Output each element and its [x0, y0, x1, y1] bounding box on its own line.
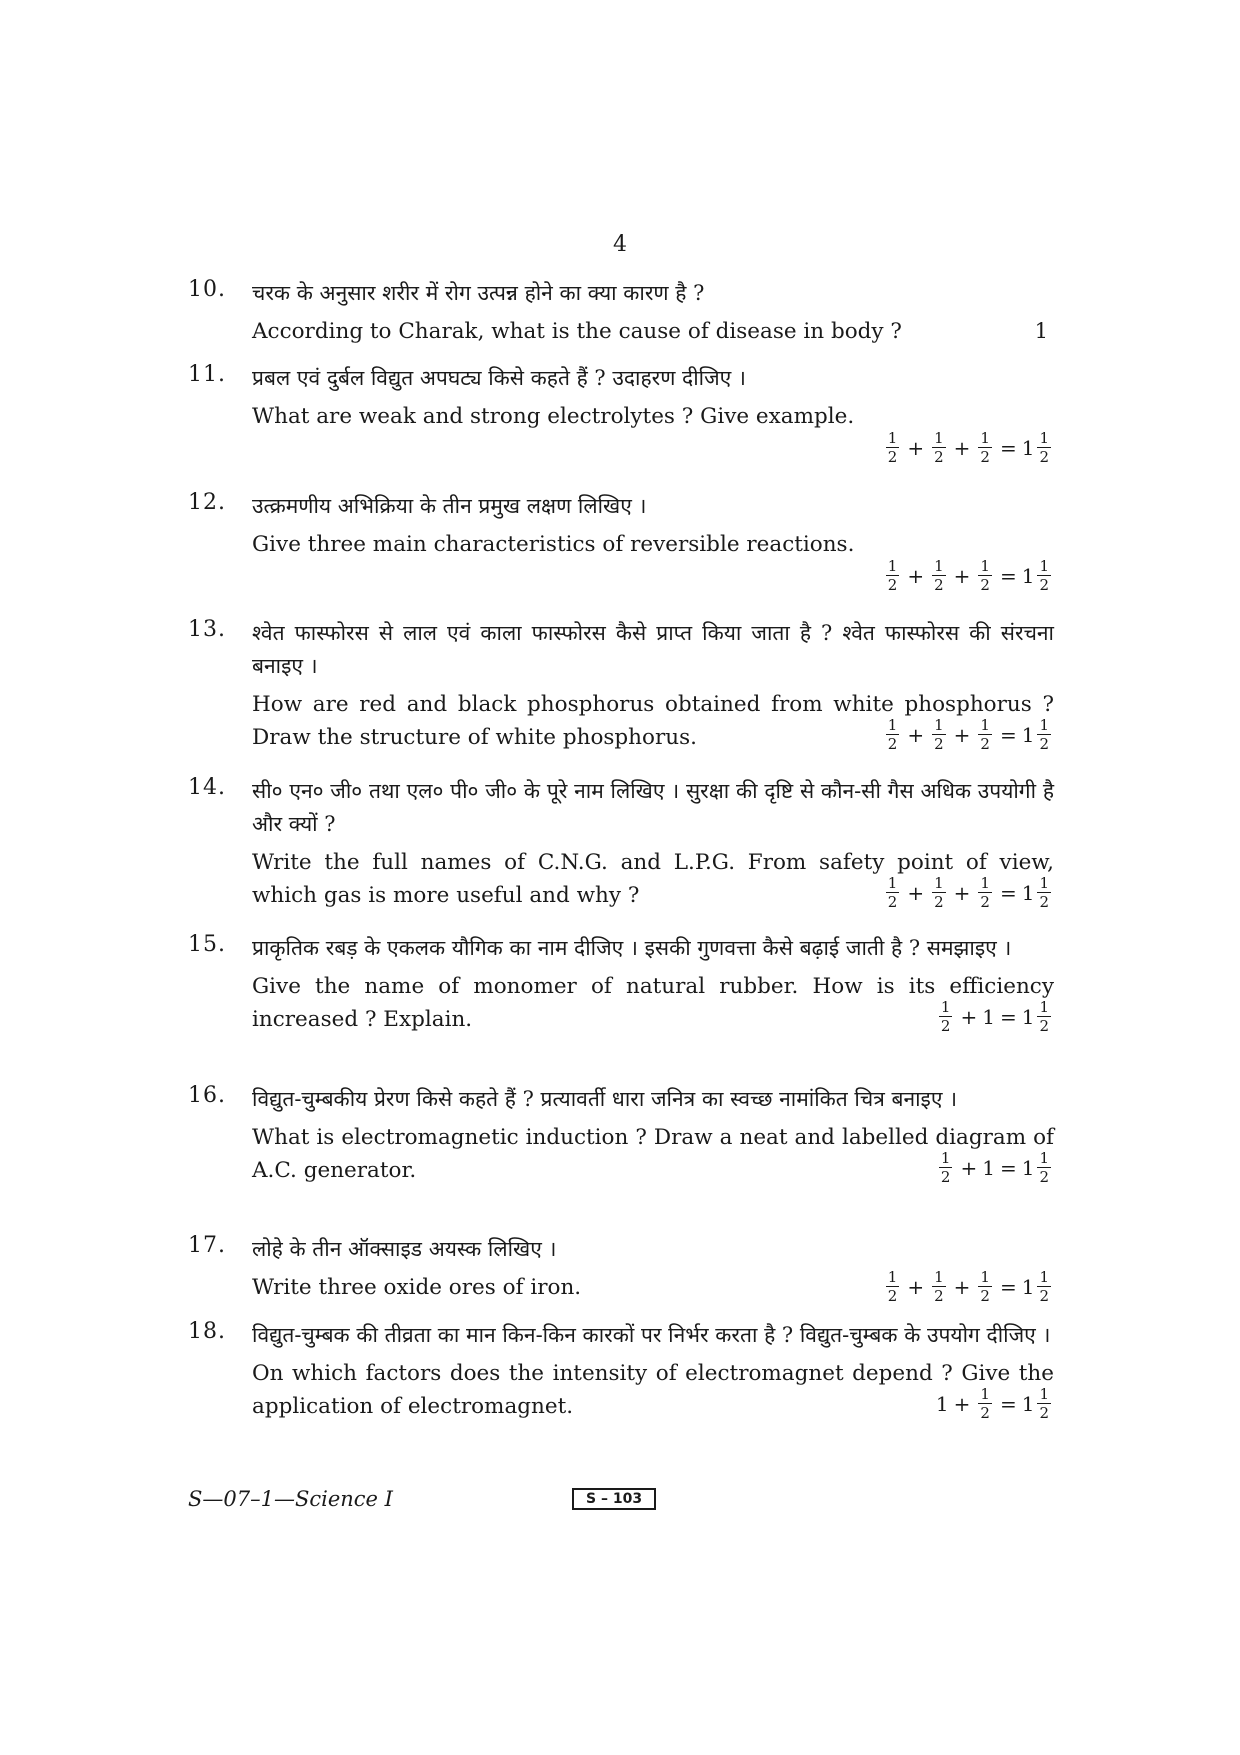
- marks: $\frac{1}{2}$ + $\frac{1}{2}$ + $\frac{1}{2}$ = 1 $\frac{1}{2}$: [887, 1268, 1049, 1305]
- series-code-box: S – 103: [572, 1488, 656, 1510]
- question-hindi: उत्क्रमणीय अभिक्रिया के तीन प्रमुख लक्षण लिखिए ।: [252, 494, 647, 518]
- marks: $\frac{1}{2}$ + $\frac{1}{2}$ + $\frac{1}{2}$ = 1 $\frac{1}{2}$: [887, 716, 1049, 753]
- question-hindi: विद्युत-चुम्बक की तीव्रता का मान किन-किन कारकों पर निर्भर करता है ? विद्युत-चुम्बक के उपयोग दीजिए ।: [252, 1323, 1051, 1347]
- marks: $\frac{1}{2}$ + 1 = 1 $\frac{1}{2}$: [940, 998, 1049, 1035]
- question-16: [188, 1083, 1054, 1185]
- paper-code: S—07–1—Science I: [188, 1487, 393, 1511]
- question-hindi: विद्युत-चुम्बकीय प्रेरण किसे कहते हैं ? प्रत्यावर्ती धारा जनित्र का स्वच्छ नामांकित चित्र बनाइए ।: [252, 1087, 958, 1111]
- marks: $\frac{1}{2}$ + $\frac{1}{2}$ + $\frac{1}{2}$ = 1 $\frac{1}{2}$: [887, 557, 1049, 594]
- question-15: [188, 932, 1054, 1034]
- question-18: [188, 1319, 1054, 1421]
- question-11: [188, 362, 1054, 465]
- marks: 1: [1034, 319, 1048, 343]
- question-number: 15.: [188, 932, 226, 957]
- question-13: [188, 617, 1054, 752]
- question-english: What is electromagnetic induction ? Draw a neat and labelled diagram of A.C. generator.: [252, 1125, 1054, 1183]
- question-english: What are weak and strong electrolytes ? Give example.: [252, 404, 855, 429]
- question-17: [188, 1233, 1054, 1304]
- question-hindi: सी० एन० जी० तथा एल० पी० जी० के पूरे नाम लिखिए । सुरक्षा की दृष्टि से कौन-सी गैस अधिक उपयोगी है और क्यों ?: [252, 779, 1054, 836]
- question-12: [188, 490, 1054, 593]
- marks: $\frac{1}{2}$ + $\frac{1}{2}$ + $\frac{1}{2}$ = 1 $\frac{1}{2}$: [887, 429, 1049, 466]
- question-hindi: श्वेत फास्फोरस से लाल एवं काला फास्फोरस कैसे प्राप्त किया जाता है ? श्वेत फास्फोरस की संरचना बनाइए ।: [252, 621, 1054, 678]
- question-hindi: प्रबल एवं दुर्बल विद्युत अपघट्य किसे कहते हैं ? उदाहरण दीजिए ।: [252, 366, 746, 390]
- question-english: According to Charak, what is the cause of disease in body ?: [252, 319, 902, 344]
- page-number: 4: [613, 232, 627, 257]
- question-hindi: लोहे के तीन ऑक्साइड अयस्क लिखिए ।: [252, 1237, 557, 1261]
- question-number: 16.: [188, 1083, 226, 1108]
- question-10: [188, 277, 1054, 348]
- question-english: On which factors does the intensity of electromagnet depend ? Give the application of electromagnet.: [252, 1361, 1054, 1419]
- question-number: 11.: [188, 362, 226, 387]
- question-number: 14.: [188, 775, 226, 800]
- question-english: Give the name of monomer of natural rubber. How is its efficiency increased ? Explain.: [252, 974, 1054, 1032]
- question-english: Write three oxide ores of iron.: [252, 1275, 582, 1300]
- question-english: Give three main characteristics of reversible reactions.: [252, 532, 855, 557]
- marks: 1 + $\frac{1}{2}$ = 1 $\frac{1}{2}$: [935, 1385, 1049, 1422]
- question-number: 10.: [188, 277, 226, 302]
- marks: $\frac{1}{2}$ + 1 = 1 $\frac{1}{2}$: [940, 1149, 1049, 1186]
- question-14: [188, 775, 1054, 910]
- question-number: 12.: [188, 490, 226, 515]
- marks: $\frac{1}{2}$ + $\frac{1}{2}$ + $\frac{1}{2}$ = 1 $\frac{1}{2}$: [887, 874, 1049, 911]
- question-english: Write the full names of C.N.G. and L.P.G. From safety point of view, which gas is more useful and why ?: [252, 850, 1054, 908]
- question-number: 13.: [188, 617, 226, 642]
- question-hindi: प्राकृतिक रबड़ के एकलक यौगिक का नाम दीजिए । इसकी गुणवत्ता कैसे बढ़ाई जाती है ? समझाइए ।: [252, 936, 1012, 960]
- question-english: [252, 688, 1054, 754]
- question-number: 18.: [188, 1319, 226, 1344]
- question-hindi: चरक के अनुसार शरीर में रोग उत्पन्न होने का क्या कारण है ?: [252, 281, 705, 305]
- question-english-text: How are red and black phosphorus obtained from white phosphorus ? Draw the structure of white phosphorus.: [252, 692, 1054, 750]
- question-number: 17.: [188, 1233, 226, 1258]
